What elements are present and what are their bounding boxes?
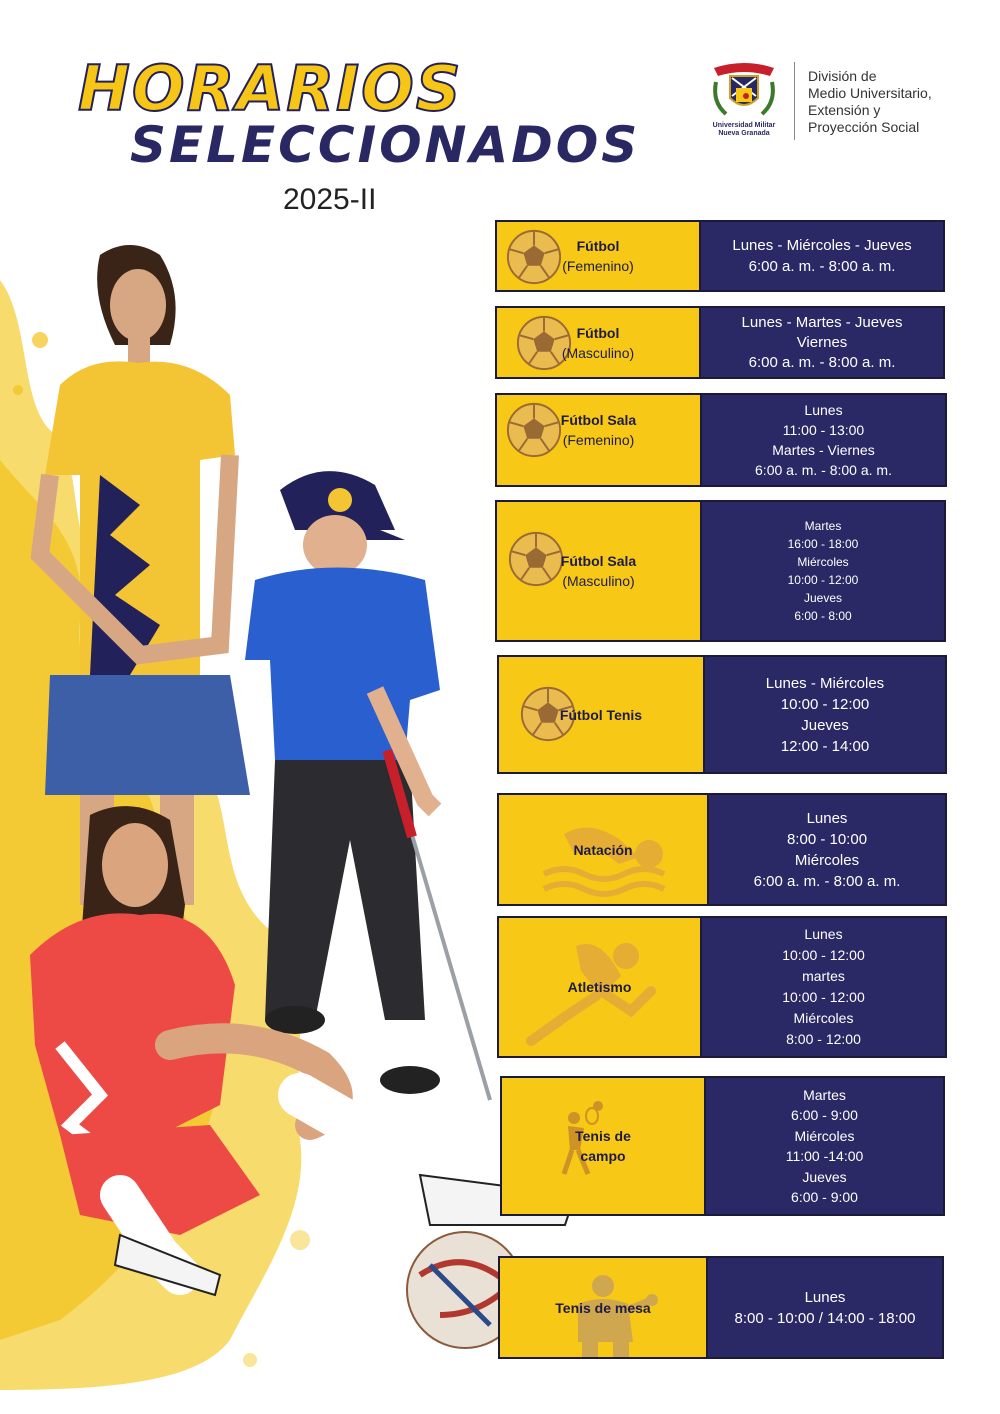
schedule-row-futbol-sala-femenino xyxy=(495,393,947,487)
university-crest-icon xyxy=(706,58,782,122)
schedule-row-natacion xyxy=(497,793,947,906)
soccer-ball-icon xyxy=(507,530,565,588)
schedule-cell: Lunes 10:00 - 12:00 martes 10:00 - 12:00 Miércoles 8:00 - 12:00 xyxy=(702,918,945,1056)
sport-label: Natación xyxy=(573,841,633,858)
sport-cell xyxy=(499,795,709,904)
sport-cell xyxy=(499,918,702,1056)
sport-cell xyxy=(497,308,701,377)
schedule-cell: Lunes - Martes - Jueves Viernes 6:00 a. m. - 8:00 a. m. xyxy=(701,308,943,377)
sport-label: Fútbol (Masculino) xyxy=(561,324,635,361)
schedule-row-tenis-de-campo xyxy=(500,1076,945,1216)
schedule-cell: Lunes 8:00 - 10:00 / 14:00 - 18:00 xyxy=(708,1258,942,1357)
schedule-row-atletismo xyxy=(497,916,947,1058)
sport-label: Fútbol Tenis xyxy=(559,706,643,723)
schedule-row-futbol-tenis xyxy=(497,655,947,774)
sport-label: Fútbol (Femenino) xyxy=(562,238,634,274)
schedule-cell: Lunes - Miércoles - Jueves 6:00 a. m. - 8:00 a. m. xyxy=(701,222,943,290)
sport-cell xyxy=(499,657,705,772)
sport-cell xyxy=(500,1258,708,1357)
schedule-row-futbol-masculino xyxy=(495,306,945,379)
sport-label: Fútbol Sala (Masculino) xyxy=(560,553,637,589)
schedule-cell: Lunes - Miércoles 10:00 - 12:00 Jueves 12:00 - 14:00 xyxy=(705,657,945,772)
university-name: Universidad Militar Nueva Granada xyxy=(712,122,776,137)
division-name: División de Medio Universitario, Extensión y Proyección Social xyxy=(808,68,932,135)
sport-cell xyxy=(497,395,702,485)
sport-label: Tenis de mesa xyxy=(555,1299,651,1316)
sport-cell xyxy=(497,222,701,290)
sport-label: Tenis de campo xyxy=(575,1128,631,1164)
title-horarios: HORARIOS xyxy=(78,52,463,125)
title-seleccionados: SELECCIONADOS xyxy=(130,116,641,174)
sport-label: Atletismo xyxy=(567,979,632,995)
logo-divider xyxy=(794,62,795,140)
schedule-cell: Lunes 8:00 - 10:00 Miércoles 6:00 a. m. - 8:00 a. m. xyxy=(709,795,945,904)
schedule-row-futbol-femenino xyxy=(495,220,945,292)
institution-logo-block xyxy=(706,58,966,148)
schedule-cell: Lunes 11:00 - 13:00 Martes - Viernes 6:00 a. m. - 8:00 a. m. xyxy=(702,395,945,485)
soccer-ball-icon xyxy=(505,401,563,459)
schedule-row-tenis-de-mesa xyxy=(498,1256,944,1359)
sport-cell xyxy=(502,1078,706,1214)
soccer-ball-icon xyxy=(505,228,563,286)
schedule-cell: Martes 16:00 - 18:00 Miércoles 10:00 - 12:00 Jueves 6:00 - 8:00 xyxy=(702,502,944,640)
schedule-row-futbol-sala-masculino xyxy=(495,500,946,642)
year-label: 2025-II xyxy=(283,183,377,216)
schedule-cell: Martes 6:00 - 9:00 Miércoles 11:00 -14:00 Jueves 6:00 - 9:00 xyxy=(706,1078,943,1214)
sport-cell xyxy=(497,502,702,640)
sport-label: Fútbol Sala (Femenino) xyxy=(560,412,637,448)
